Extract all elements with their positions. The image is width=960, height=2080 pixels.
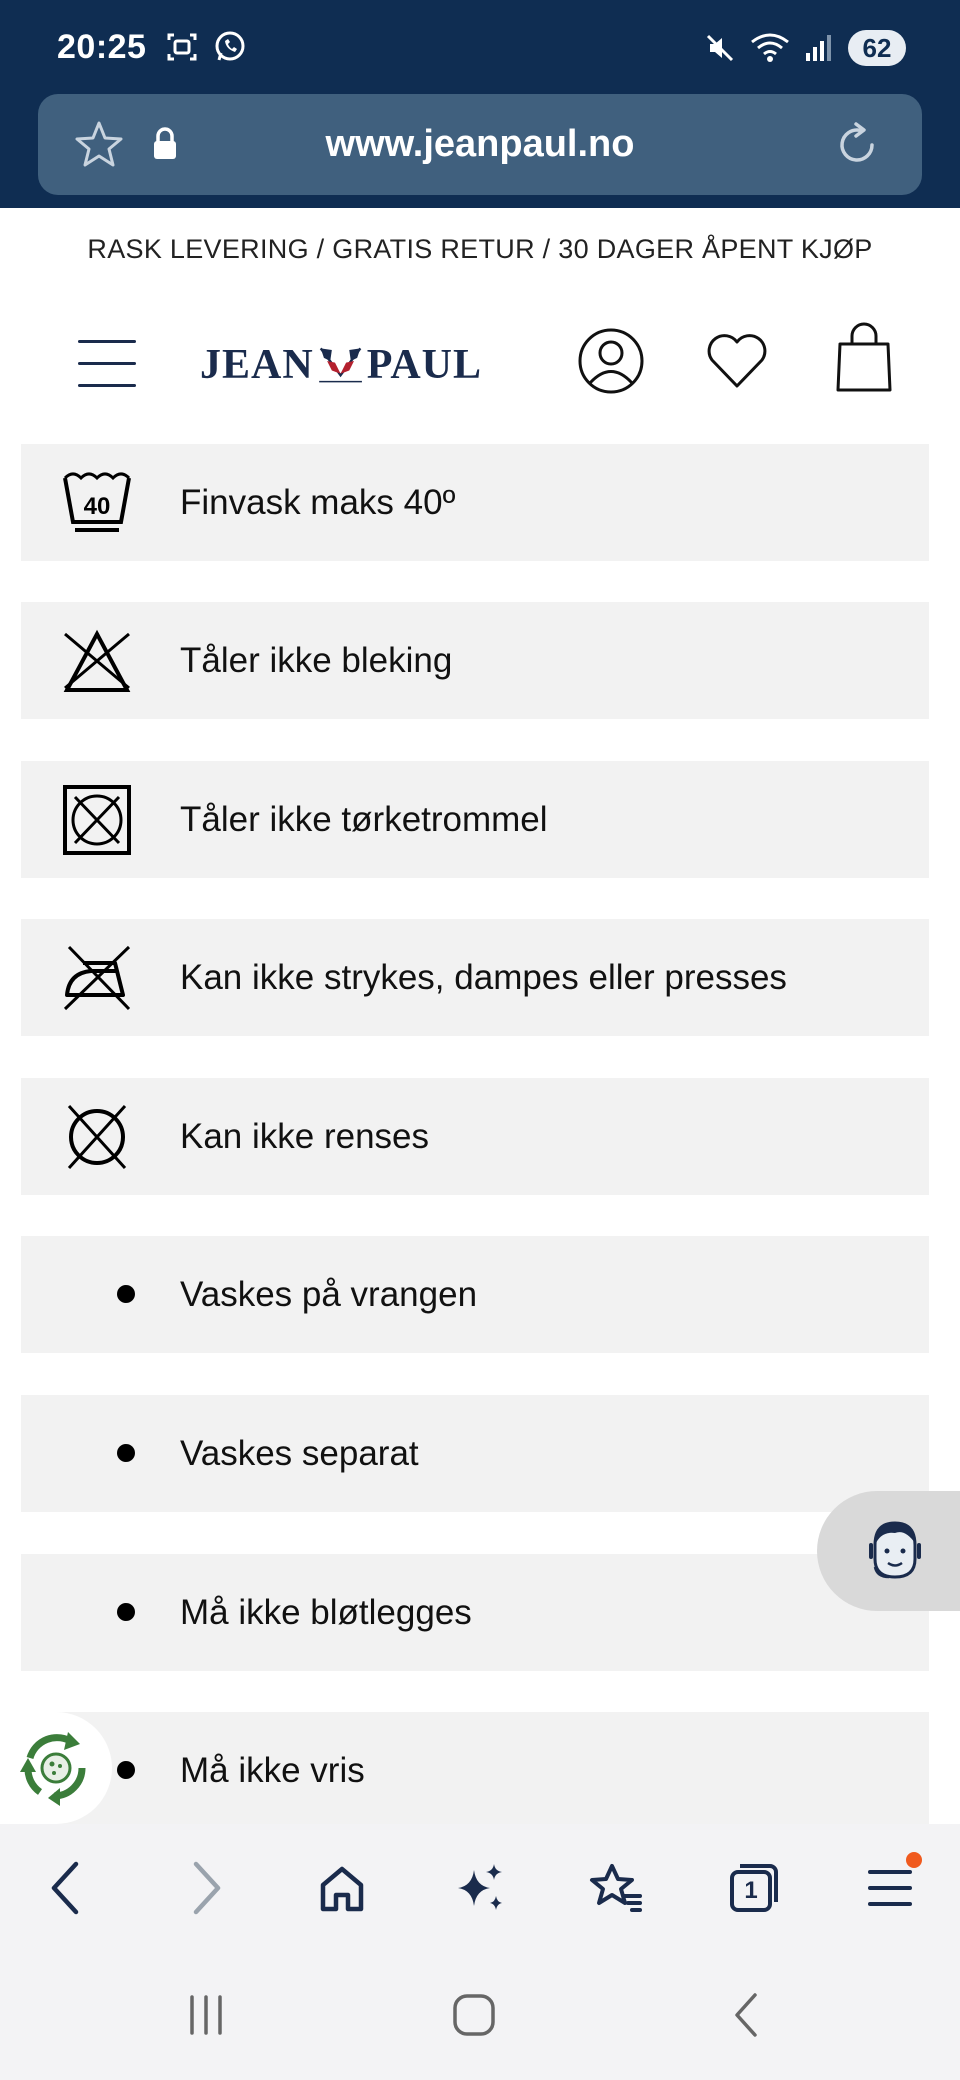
wash-40-icon <box>61 468 133 538</box>
sparkle-icon <box>454 1862 506 1914</box>
recycle-widget[interactable] <box>0 1712 112 1824</box>
logo-text-left: JEAN <box>200 342 314 388</box>
menu-icon[interactable] <box>78 340 138 390</box>
care-label: Må ikke bløtlegges <box>180 1593 472 1632</box>
wifi-icon <box>750 32 790 64</box>
back-nav-button[interactable] <box>716 1990 776 2040</box>
forward-icon <box>186 1860 226 1916</box>
notification-dot <box>906 1852 922 1868</box>
menu-icon <box>866 1868 914 1908</box>
bookmarks-icon <box>588 1862 644 1914</box>
promo-banner: RASK LEVERING / GRATIS RETUR / 30 DAGER ÅPENT KJØP <box>87 234 873 264</box>
logo-text-right: PAUL <box>366 342 482 388</box>
care-label: Tåler ikke tørketrommel <box>180 800 548 839</box>
recent-apps-button[interactable] <box>176 1990 236 2040</box>
bag-icon[interactable] <box>832 322 896 394</box>
back-nav-icon <box>729 1991 763 2039</box>
home-nav-button[interactable] <box>444 1990 504 2040</box>
care-label: Kan ikke strykes, dampes eller presses <box>180 958 787 997</box>
signal-icon <box>804 33 834 63</box>
care-item-wash-40 <box>21 444 929 561</box>
home-button[interactable] <box>312 1858 372 1918</box>
care-label: Må ikke vris <box>180 1751 365 1790</box>
site-header <box>0 290 960 440</box>
support-chat-button[interactable] <box>817 1491 960 1611</box>
tabs-button[interactable] <box>722 1858 782 1918</box>
recycle-icon <box>16 1728 96 1808</box>
browser-toolbar <box>0 1824 960 1950</box>
no-tumble-dry-icon <box>61 785 133 855</box>
back-icon <box>46 1860 86 1916</box>
reload-icon[interactable] <box>830 118 884 172</box>
care-label: Finvask maks 40º <box>180 483 456 522</box>
account-icon[interactable] <box>576 326 646 396</box>
star-icon[interactable] <box>72 118 126 172</box>
bullet <box>117 1444 135 1462</box>
bookmarks-button[interactable] <box>586 1858 646 1918</box>
home-icon <box>317 1863 367 1913</box>
bullet <box>117 1603 135 1621</box>
system-navigation-bar <box>0 1950 960 2080</box>
care-item-no-iron <box>21 919 929 1036</box>
assistant-button[interactable] <box>450 1858 510 1918</box>
status-bar <box>0 0 960 94</box>
tabs-count: 1 <box>744 1877 758 1904</box>
heart-icon[interactable] <box>704 330 770 390</box>
care-label: Vaskes separat <box>180 1434 419 1473</box>
care-item-no-bleach <box>21 602 929 719</box>
status-icons-right <box>704 30 906 66</box>
wash-temp-text: 40 <box>83 493 111 520</box>
status-icons-left <box>165 30 247 64</box>
screenshot-icon <box>165 30 199 64</box>
browser-chrome <box>0 0 960 208</box>
crossed-flags-icon <box>316 340 365 390</box>
no-dry-clean-icon <box>61 1102 133 1172</box>
brand-logo[interactable] <box>200 332 482 398</box>
mute-icon <box>704 32 736 64</box>
care-label: Tåler ikke bleking <box>180 641 453 680</box>
recent-apps-icon <box>184 1993 228 2037</box>
lock-icon <box>150 126 180 162</box>
care-label: Vaskes på vrangen <box>180 1275 478 1314</box>
status-time: 20:25 <box>57 28 147 66</box>
url-text[interactable]: www.jeanpaul.no <box>325 123 635 165</box>
no-iron-icon <box>61 943 133 1013</box>
care-item-inside-out <box>21 1236 929 1353</box>
whatsapp-icon <box>213 30 247 64</box>
back-button[interactable] <box>36 1858 96 1918</box>
address-bar[interactable] <box>38 94 922 195</box>
browser-menu-button[interactable] <box>860 1858 920 1918</box>
care-item-no-tumble-dry <box>21 761 929 878</box>
home-nav-icon <box>451 1992 497 2038</box>
support-agent-icon <box>859 1515 931 1587</box>
battery-indicator: 62 <box>848 30 906 66</box>
bullet <box>117 1285 135 1303</box>
care-item-no-soak <box>21 1554 929 1671</box>
care-item-no-dry-clean <box>21 1078 929 1195</box>
care-item-no-wring <box>21 1712 929 1829</box>
forward-button[interactable] <box>176 1858 236 1918</box>
care-item-wash-separately <box>21 1395 929 1512</box>
care-label: Kan ikke renses <box>180 1117 430 1156</box>
bullet <box>117 1761 135 1779</box>
no-bleach-icon <box>61 626 133 696</box>
